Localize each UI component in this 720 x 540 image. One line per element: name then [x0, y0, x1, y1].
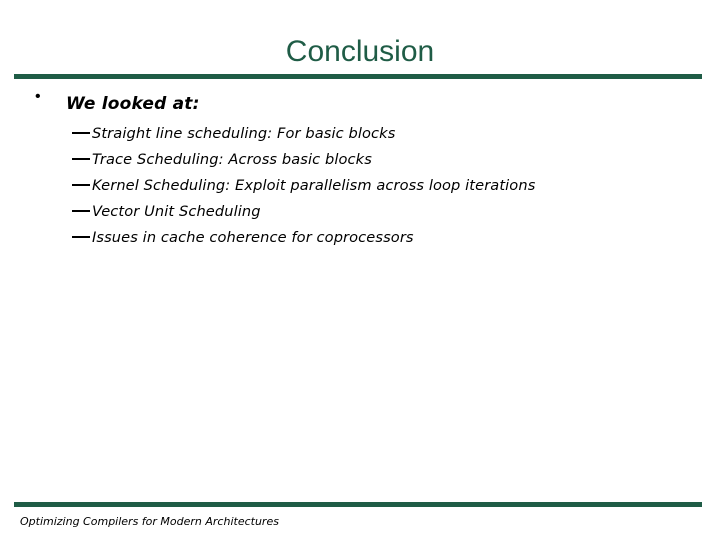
bullet-text: We looked at: [66, 94, 200, 114]
slide-title: Conclusion [285, 35, 435, 68]
dash-marker [72, 210, 90, 212]
footer-text: Optimizing Compilers for Modern Architectures [20, 515, 279, 528]
dash-marker [72, 236, 90, 238]
list-item [72, 224, 702, 250]
list-item-text: Trace Scheduling: Across basic blocks [92, 150, 372, 168]
list-item-text: Issues in cache coherence for coprocessors [92, 228, 414, 246]
list-item [72, 120, 702, 146]
dash-marker [72, 184, 90, 186]
list-item [72, 198, 702, 224]
dash-marker [72, 132, 90, 134]
list-item-text: Vector Unit Scheduling [92, 202, 261, 220]
list-item [72, 146, 702, 172]
list-item-text: Kernel Scheduling: Exploit parallelism across loop iterations [92, 176, 536, 194]
list-item-text: Straight line scheduling: For basic blocks [92, 124, 396, 142]
footer-divider [14, 502, 702, 507]
bullet-marker: • [35, 88, 41, 105]
sub-bullet-list [72, 120, 702, 250]
title-divider [14, 74, 702, 79]
dash-marker [72, 158, 90, 160]
list-item [72, 172, 702, 198]
